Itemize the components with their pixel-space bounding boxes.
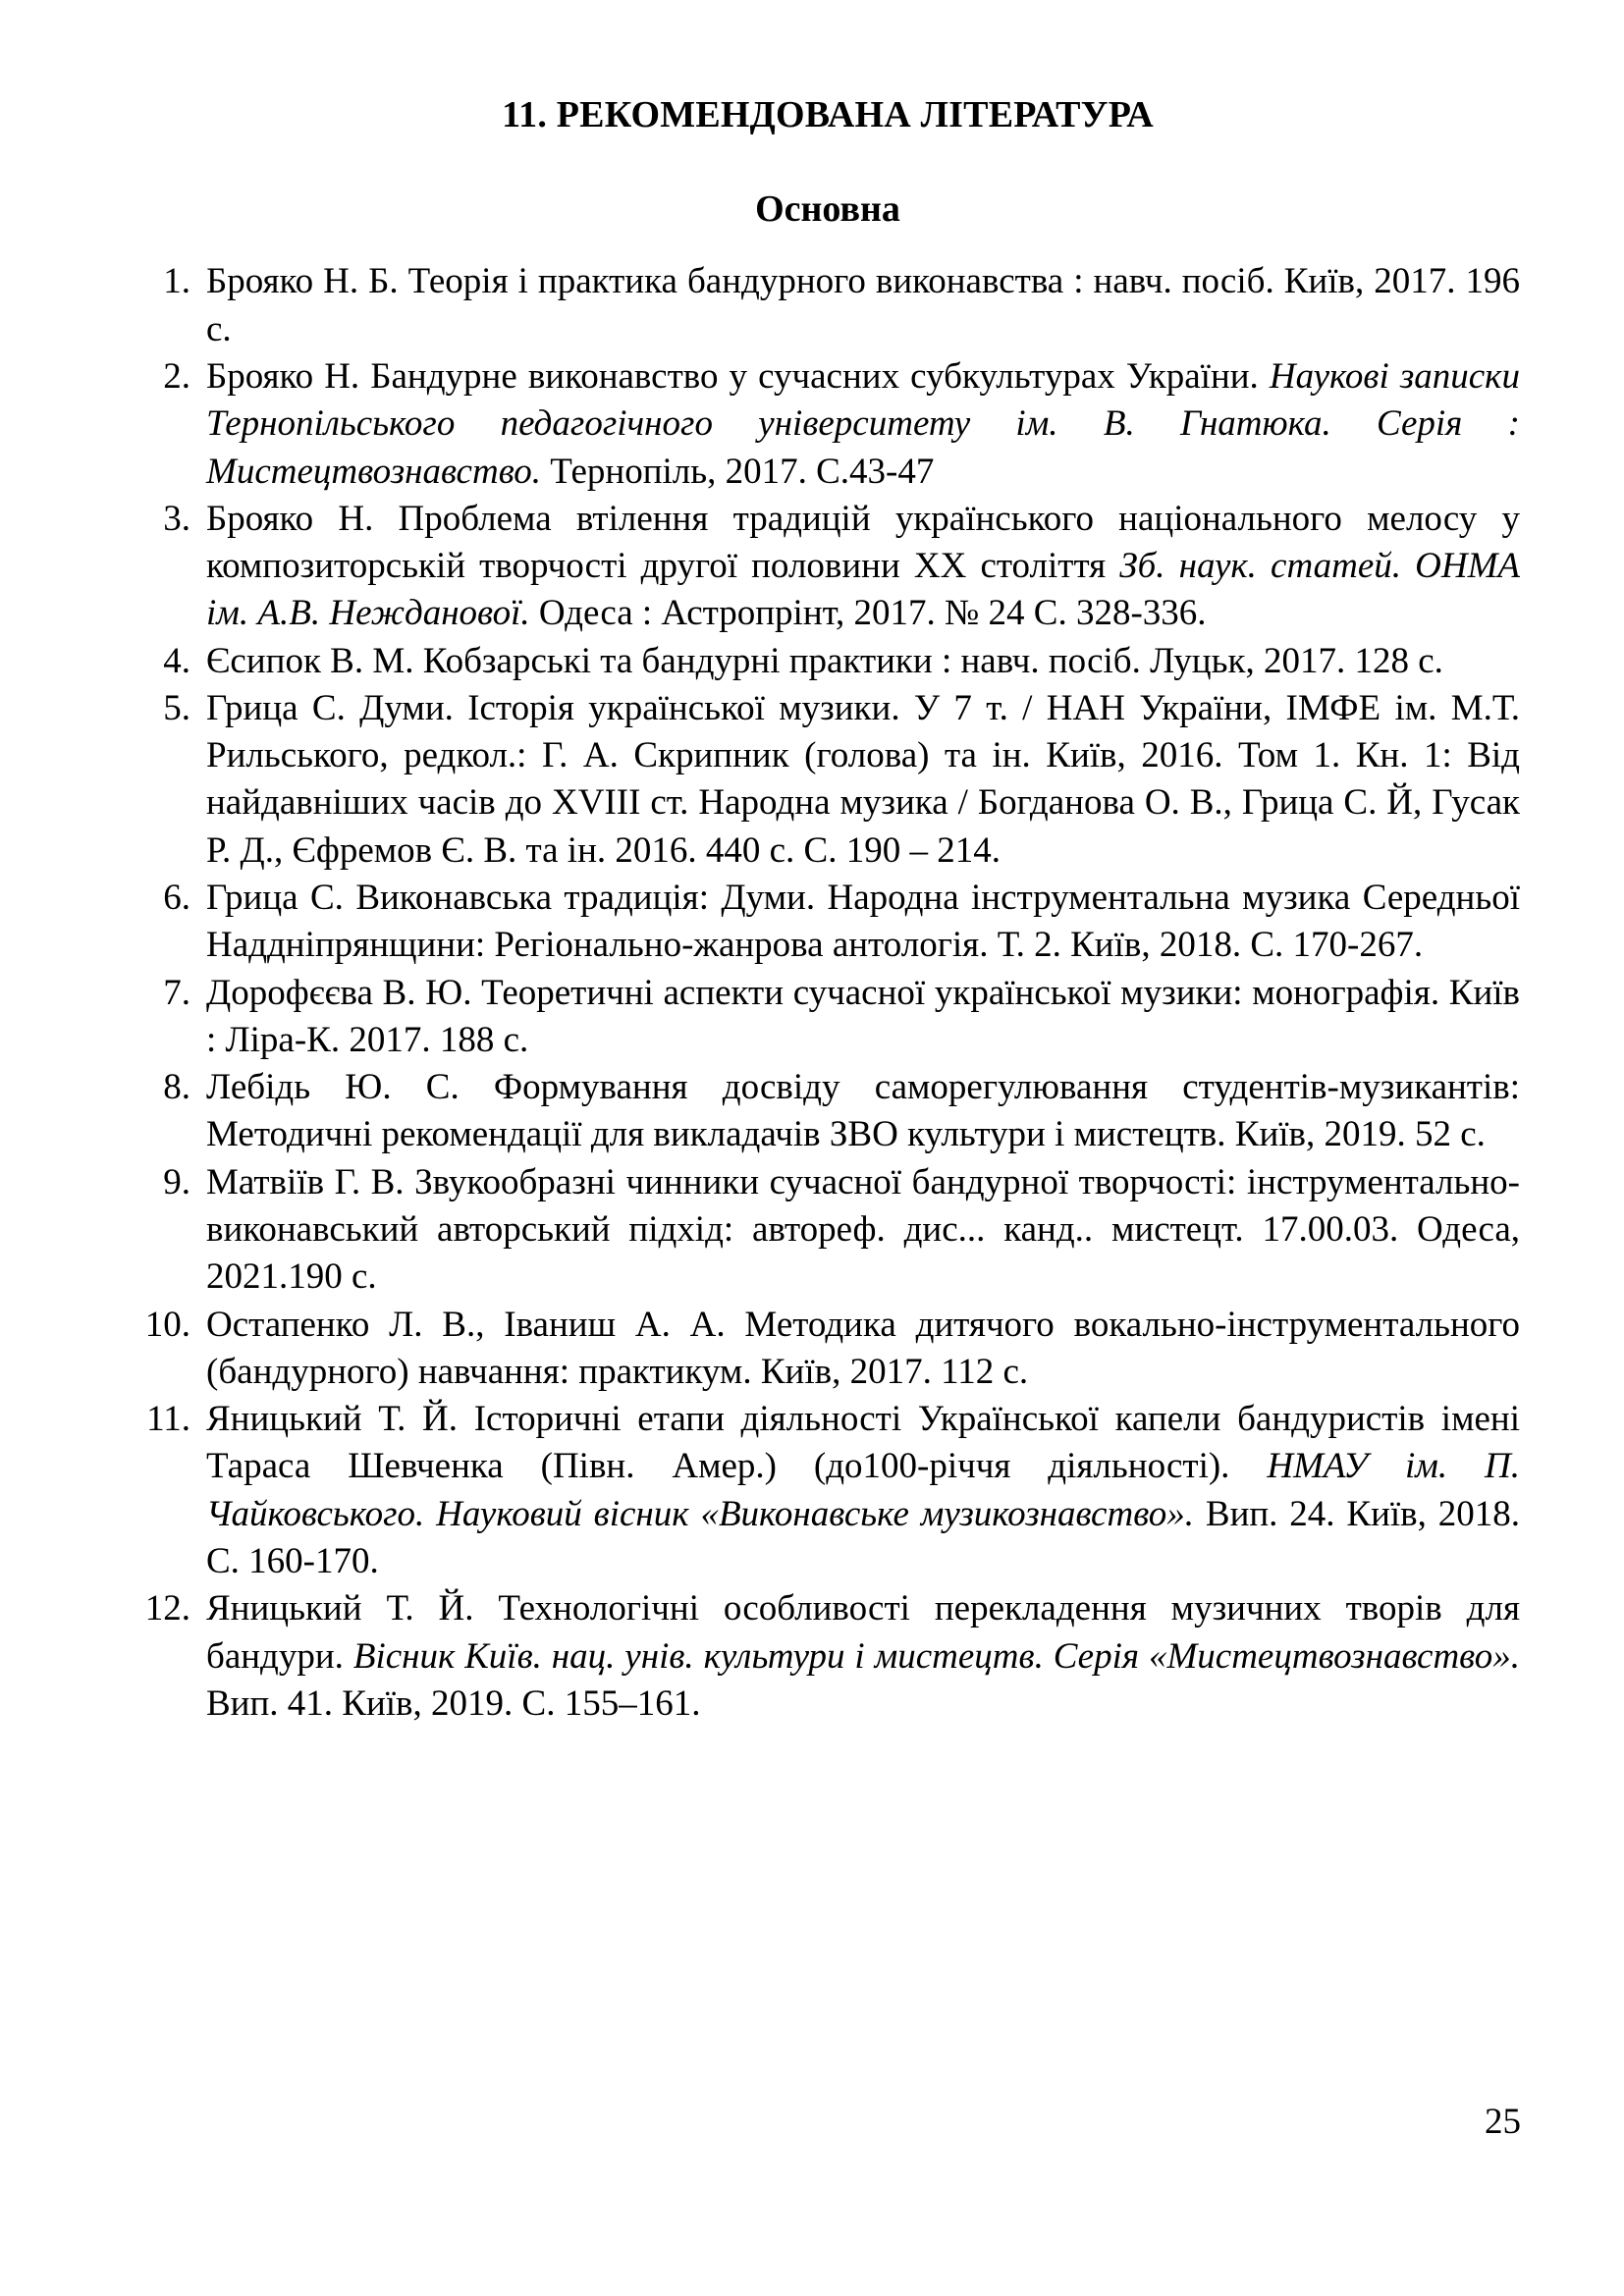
reference-source-title: Зб. наук. статей. ОНМА ім. А.В. Нежданової. xyxy=(206,546,1521,634)
reference-item xyxy=(135,258,1520,353)
reference-item xyxy=(135,1585,1520,1728)
page-title: 11. РЕКОМЕНДОВАНА ЛІТЕРАТУРА xyxy=(502,94,1154,135)
reference-item xyxy=(135,1064,1520,1159)
page-number: 25 xyxy=(1485,2102,1521,2142)
reference-text: Яницький Т. Й. Технологічні особливості перекладення музичних творів для бандури. xyxy=(206,1588,1520,1677)
reference-text: Остапенко Л. В., Іваниш А. А. Методика дитячого вокально-інструментального (бандурного) навчання: практикум. Київ, 2017. 112 с. xyxy=(206,1304,1520,1392)
section-subtitle: Основна xyxy=(755,187,900,230)
reference-item xyxy=(135,1302,1520,1397)
reference-item xyxy=(135,1159,1520,1302)
reference-text: Єсипок В. М. Кобзарські та бандурні практики : навч. посіб. Луцьк, 2017. 128 с. xyxy=(206,640,1443,681)
reference-text: Брояко Н. Бандурне виконавство у сучасних субкультурах України. xyxy=(206,355,1270,397)
reference-source-title: НМАУ ім. П. Чайковського. Науковий вісник «Виконавське музикознавство». xyxy=(206,1446,1520,1534)
reference-item xyxy=(135,685,1520,875)
reference-text: Вип. 24. Київ, 2018. С. 160-170. xyxy=(206,1493,1520,1581)
reference-item xyxy=(135,496,1520,638)
reference-text: Одеса : Астропрінт, 2017. № 24 С. 328-336. xyxy=(529,593,1207,634)
reference-text: Лебідь Ю. С. Формування досвіду саморегулювання студентів-музикантів: Методичні рекомендації для викладачів ЗВО культури і мистецтв. Київ, 2019. 52 с. xyxy=(206,1067,1520,1155)
reference-text: Дорофєєва В. Ю. Теоретичні аспекти сучасної української музики: монографія. Київ : Ліра-К. 2017. 188 с. xyxy=(206,972,1520,1060)
reference-text: Грица С. Виконавська традиція: Думи. Народна інструментальна музика Середньої Наддніпрянщини: Регіонально-жанрова антологія. Т. 2. Київ, 2018. С. 170-267. xyxy=(206,878,1520,966)
reference-item xyxy=(135,353,1520,496)
reference-text: Брояко Н. Проблема втілення традицій українського національного мелосу у композиторській творчості другої половини ХХ століття xyxy=(206,498,1520,587)
reference-item xyxy=(135,875,1520,970)
reference-list xyxy=(135,258,1520,1728)
reference-item xyxy=(135,1396,1520,1585)
reference-item xyxy=(135,970,1520,1065)
reference-text: Яницький Т. Й. Історичні етапи діяльності Української капели бандуристів імені Тараса Шевченка (Півн. Амер.) (до100-річчя діяльності). xyxy=(206,1399,1520,1487)
reference-item xyxy=(135,638,1520,685)
reference-text: Грица С. Думи. Історія української музики. У 7 т. / НАН України, ІМФЕ ім. М.Т. Рильського, редкол.: Г. А. Скрипник (голова) та ін. Київ, 2016. Том 1. Кн. 1: Від найдавніших часів до XVIII ст. Народна музика / Богданова О. В., Грица С. Й, Гусак Р. Д., Єфремов Є. В. та ін. 2016. 440 с. С. 190 – 214. xyxy=(206,687,1520,871)
reference-text: Тернопіль, 2017. С.43-47 xyxy=(541,451,935,492)
reference-source-title: Вісник Київ. нац. унів. культури і мистецтв. Серія «Мистецтвознавство». xyxy=(352,1635,1520,1677)
reference-text: Вип. 41. Київ, 2019. С. 155–161. xyxy=(206,1682,701,1724)
reference-text: Матвіїв Г. В. Звукообразні чинники сучасної бандурної творчості: інструментально-виконавський авторський підхід: автореф. дис... канд.. мистецт. 17.00.03. Одеса, 2021.190 с. xyxy=(206,1161,1520,1298)
reference-text: Брояко Н. Б. Теорія і практика бандурного виконавства : навч. посіб. Київ, 2017. 196 с. xyxy=(206,261,1520,349)
reference-source-title: Наукові записки Тернопільського педагогічного університету ім. В. Гнатюка. Серія : Мистецтвознавство. xyxy=(206,355,1520,492)
page-content xyxy=(135,94,1520,1728)
